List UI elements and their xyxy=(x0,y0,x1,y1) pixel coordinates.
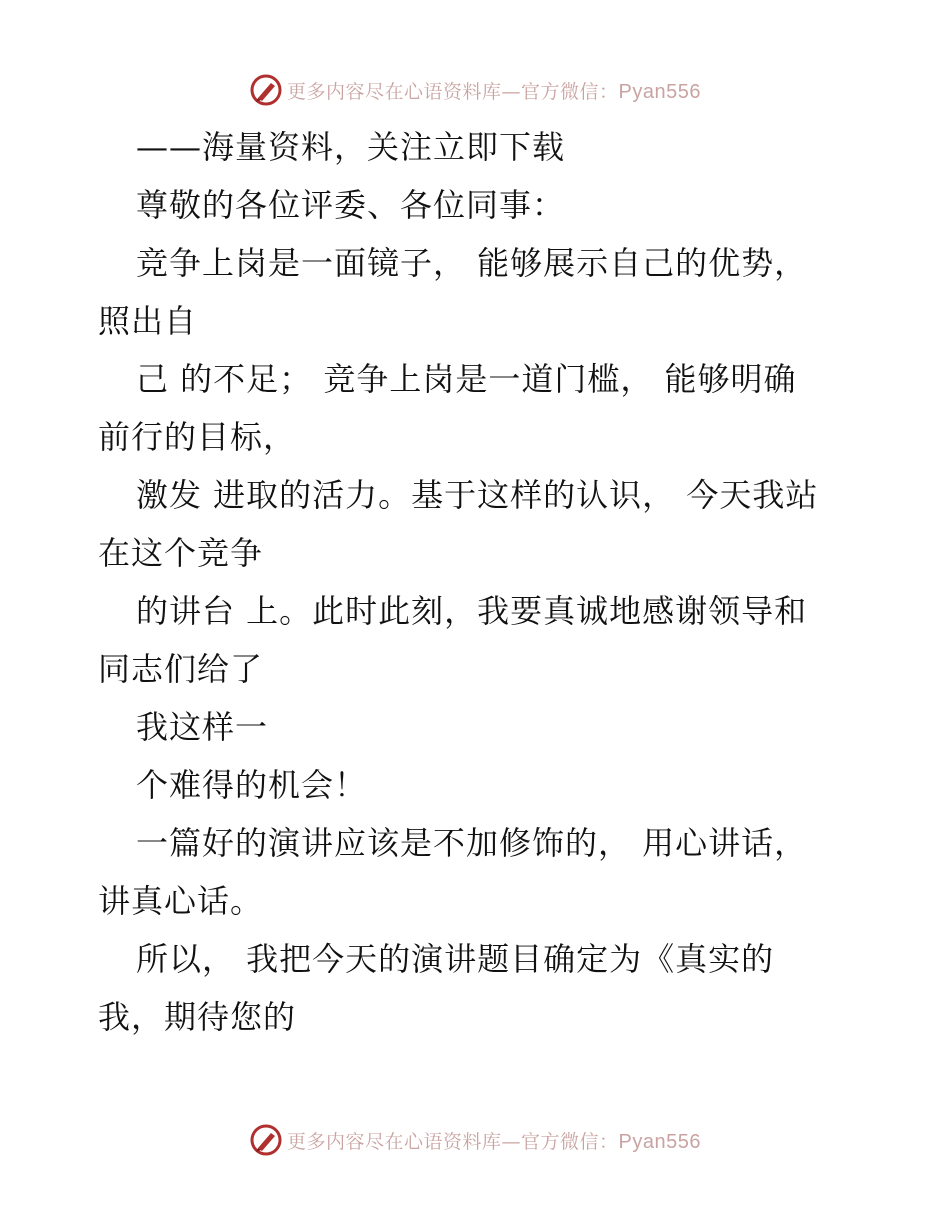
watermark-text: 更多内容尽在心语资料库—官方微信：Pyan556 xyxy=(287,80,701,103)
text-line: 的讲台 上。此时此刻，我要真诚地感谢领导和 xyxy=(136,592,808,630)
text-line: 照出自 xyxy=(98,302,198,340)
text-line: 己 的不足； 竞争上岗是一道门槛， 能够明确 xyxy=(136,360,797,398)
text-line: 尊敬的各位评委、各位同事： xyxy=(136,186,566,224)
text-line: 个难得的机会！ xyxy=(136,766,368,804)
text-line: ——海量资料，关注立即下载 xyxy=(136,128,566,166)
document-body xyxy=(98,118,898,1046)
text-line: 我这样一 xyxy=(136,708,269,746)
text-line: 同志们给了 xyxy=(98,650,264,688)
text-line: 激发 进取的活力。基于这样的认识， 今天我站 xyxy=(136,476,819,514)
text-line: 所以， 我把今天的演讲题目确定为《真实的 xyxy=(136,940,775,978)
text-line: 我，期待您的 xyxy=(98,998,297,1036)
watermark-text: 更多内容尽在心语资料库—官方微信：Pyan556 xyxy=(287,1130,701,1153)
text-line: 在这个竞争 xyxy=(98,534,264,572)
text-line: 前行的目标， xyxy=(98,418,297,456)
watermark-handle: Pyan556 xyxy=(618,1130,701,1153)
footer-watermark xyxy=(0,1120,950,1160)
header-watermark xyxy=(0,70,950,110)
text-line: 讲真心话。 xyxy=(98,882,264,920)
pen-logo-icon xyxy=(249,73,283,107)
text-line: 一篇好的演讲应该是不加修饰的， 用心讲话， xyxy=(136,824,808,862)
watermark-handle: Pyan556 xyxy=(618,80,701,103)
pen-logo-icon xyxy=(249,1123,283,1157)
text-line: 竞争上岗是一面镜子， 能够展示自己的优势， xyxy=(136,244,808,282)
